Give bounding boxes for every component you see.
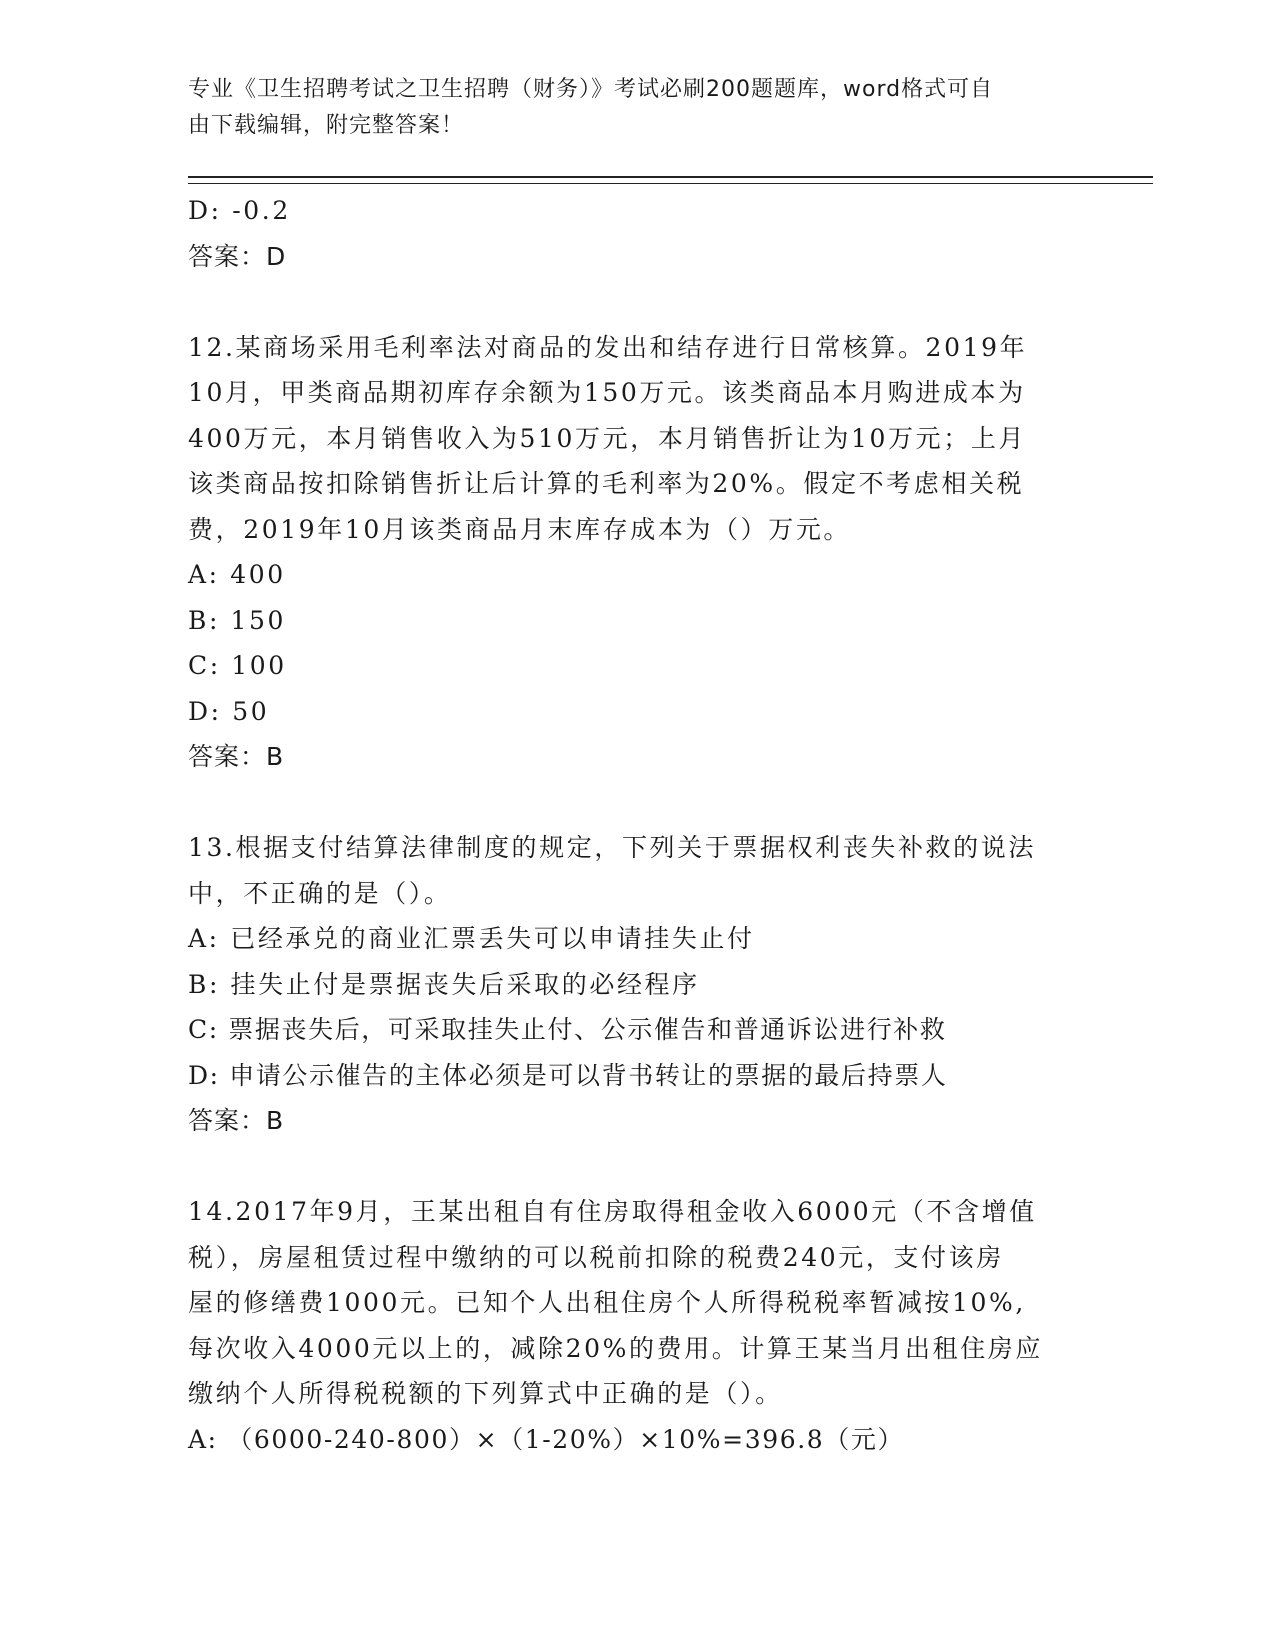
question-13-answer: 答案：B [188, 1106, 285, 1135]
question-14 [188, 1189, 1078, 1462]
prev-answer: 答案：D [188, 241, 287, 271]
question-12-line-4: 该类商品按扣除销售折让后计算的毛利率为20%。假定不考虑相关税 [188, 469, 1025, 498]
spacer [188, 1144, 1078, 1190]
question-12-line-1: 12.某商场采用毛利率法对商品的发出和结存进行日常核算。2019年 [188, 332, 1028, 362]
question-12-line-3: 400万元，本月销售收入为510万元，本月销售折让为10万元；上月 [188, 423, 1027, 453]
question-12-option-b: B: 150 [188, 605, 287, 635]
question-content [188, 188, 1078, 1462]
question-14-line-1: 14.2017年9月，王某出租自有住房取得租金收入6000元（不含增值 [188, 1197, 1037, 1226]
question-12 [188, 325, 1078, 780]
question-13-line-1: 13.根据支付结算法律制度的规定，下列关于票据权利丧失补救的说法 [188, 833, 1036, 862]
spacer [188, 780, 1078, 826]
question-14-line-3: 屋的修缮费1000元。已知个人出租住房个人所得税税率暂减按10%, [188, 1288, 1026, 1317]
question-12-line-5: 费，2019年10月该类商品月末库存成本为（）万元。 [188, 514, 852, 544]
prev-option-d: D: -0.2 [188, 196, 291, 225]
spacer [188, 279, 1078, 325]
question-12-option-c: C: 100 [188, 651, 287, 680]
question-13-option-d: D: 申请公示催告的主体必须是可以背书转让的票据的最后持票人 [188, 1060, 948, 1090]
question-12-option-a: A: 400 [188, 560, 286, 589]
question-14-line-4: 每次收入4000元以上的，减除20%的费用。计算王某当月出租住房应 [188, 1333, 1043, 1363]
header-line-2: 由下载编辑，附完整答案！ [188, 113, 465, 138]
header-rule-thin [188, 183, 1153, 184]
question-14-line-2: 税），房屋租赁过程中缴纳的可以税前扣除的税费240元，支付该房 [188, 1242, 1004, 1272]
question-13-option-b: B: 挂失止付是票据丧失后采取的必经程序 [188, 969, 700, 999]
question-13-option-a: A: 已经承兑的商业汇票丢失可以申请挂失止付 [188, 924, 755, 953]
question-12-option-d: D: 50 [188, 696, 270, 726]
document-header [188, 72, 1068, 144]
question-12-line-2: 10月，甲类商品期初库存余额为150万元。该类商品本月购进成本为 [188, 378, 1026, 407]
question-14-line-5: 缴纳个人所得税税额的下列算式中正确的是（）。 [188, 1379, 783, 1408]
question-13-option-c: C: 票据丧失后，可采取挂失止付、公示催告和普通诉讼进行补救 [188, 1015, 947, 1044]
header-line-1: 专业《卫生招聘考试之卫生招聘（财务）》考试必刷200题题库，word格式可自 [188, 77, 994, 102]
question-13-line-2: 中，不正确的是（）。 [188, 878, 452, 908]
question-12-answer: 答案：B [188, 742, 285, 771]
header-rule-thick [188, 176, 1153, 178]
question-13 [188, 825, 1078, 1144]
question-14-option-a: A: （6000-240-800）×（1-20%）×10%=396.8（元） [188, 1424, 905, 1454]
